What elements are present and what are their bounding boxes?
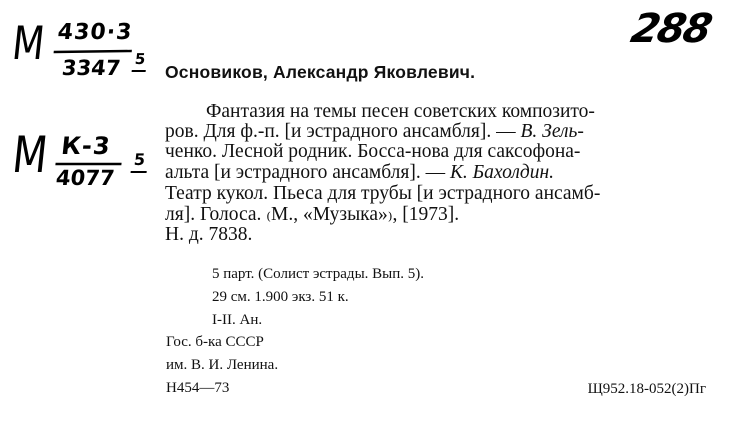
description-line-7: Н. д. 7838. (165, 224, 253, 245)
shelfmark-letter: М (9, 126, 51, 184)
card-code: Н454—73 (166, 380, 230, 396)
superscript-underline (130, 170, 148, 174)
shelfmark-top: К-3 (59, 132, 113, 160)
description-line-4: альта [и эстрадного ансамбля]. — К. Бахолдин. (165, 162, 555, 183)
library-line-2: им. В. И. Ленина. (166, 357, 279, 373)
shelfmark-superscript: 5 (134, 50, 147, 68)
copy-line: I-II. Ан. (212, 312, 263, 328)
italic-name: К. Бахолдин. (449, 162, 555, 183)
format-line: 29 см. 1.900 экз. 51 к. (212, 289, 349, 305)
shelfmark-bottom: 4077 (54, 166, 116, 190)
description-line-6: ля]. Голоса. ₍М., «Музыка»₎, [1973]. (165, 204, 460, 225)
description-line-1: Фантазия на темы песен советских композито- (206, 101, 595, 122)
italic-name: В. Зель- (520, 121, 584, 142)
fraction-line (53, 50, 133, 54)
shelfmark-bottom: 3347 (60, 56, 122, 80)
description-line-2: ров. Для ф.-п. [и эстрадного ансамбля]. — В. Зель- (165, 121, 584, 142)
classification-code: Щ952.18-052(2)Пг (587, 381, 706, 397)
superscript-underline (131, 69, 147, 73)
parts-line: 5 парт. (Солист эстрады. Вып. 5). (212, 266, 424, 282)
handwritten-shelfmark-1 (4, 14, 161, 84)
author-heading: Основиков, Александр Яковлевич. (165, 62, 476, 82)
handwritten-card-number: 288 (627, 6, 715, 52)
description-line-5: Театр кукол. Пьеса для трубы [и эстрадного ансамб- (165, 183, 601, 204)
description-line-3: ченко. Лесной родник. Босса-нова для саксофона- (165, 141, 581, 162)
shelfmark-top: 430·3 (56, 20, 134, 45)
handwritten-shelfmark-2 (4, 124, 161, 194)
shelfmark-superscript: 5 (132, 150, 147, 169)
library-line-1: Гос. б-ка СССР (166, 334, 264, 350)
shelfmark-letter: М (9, 16, 48, 70)
